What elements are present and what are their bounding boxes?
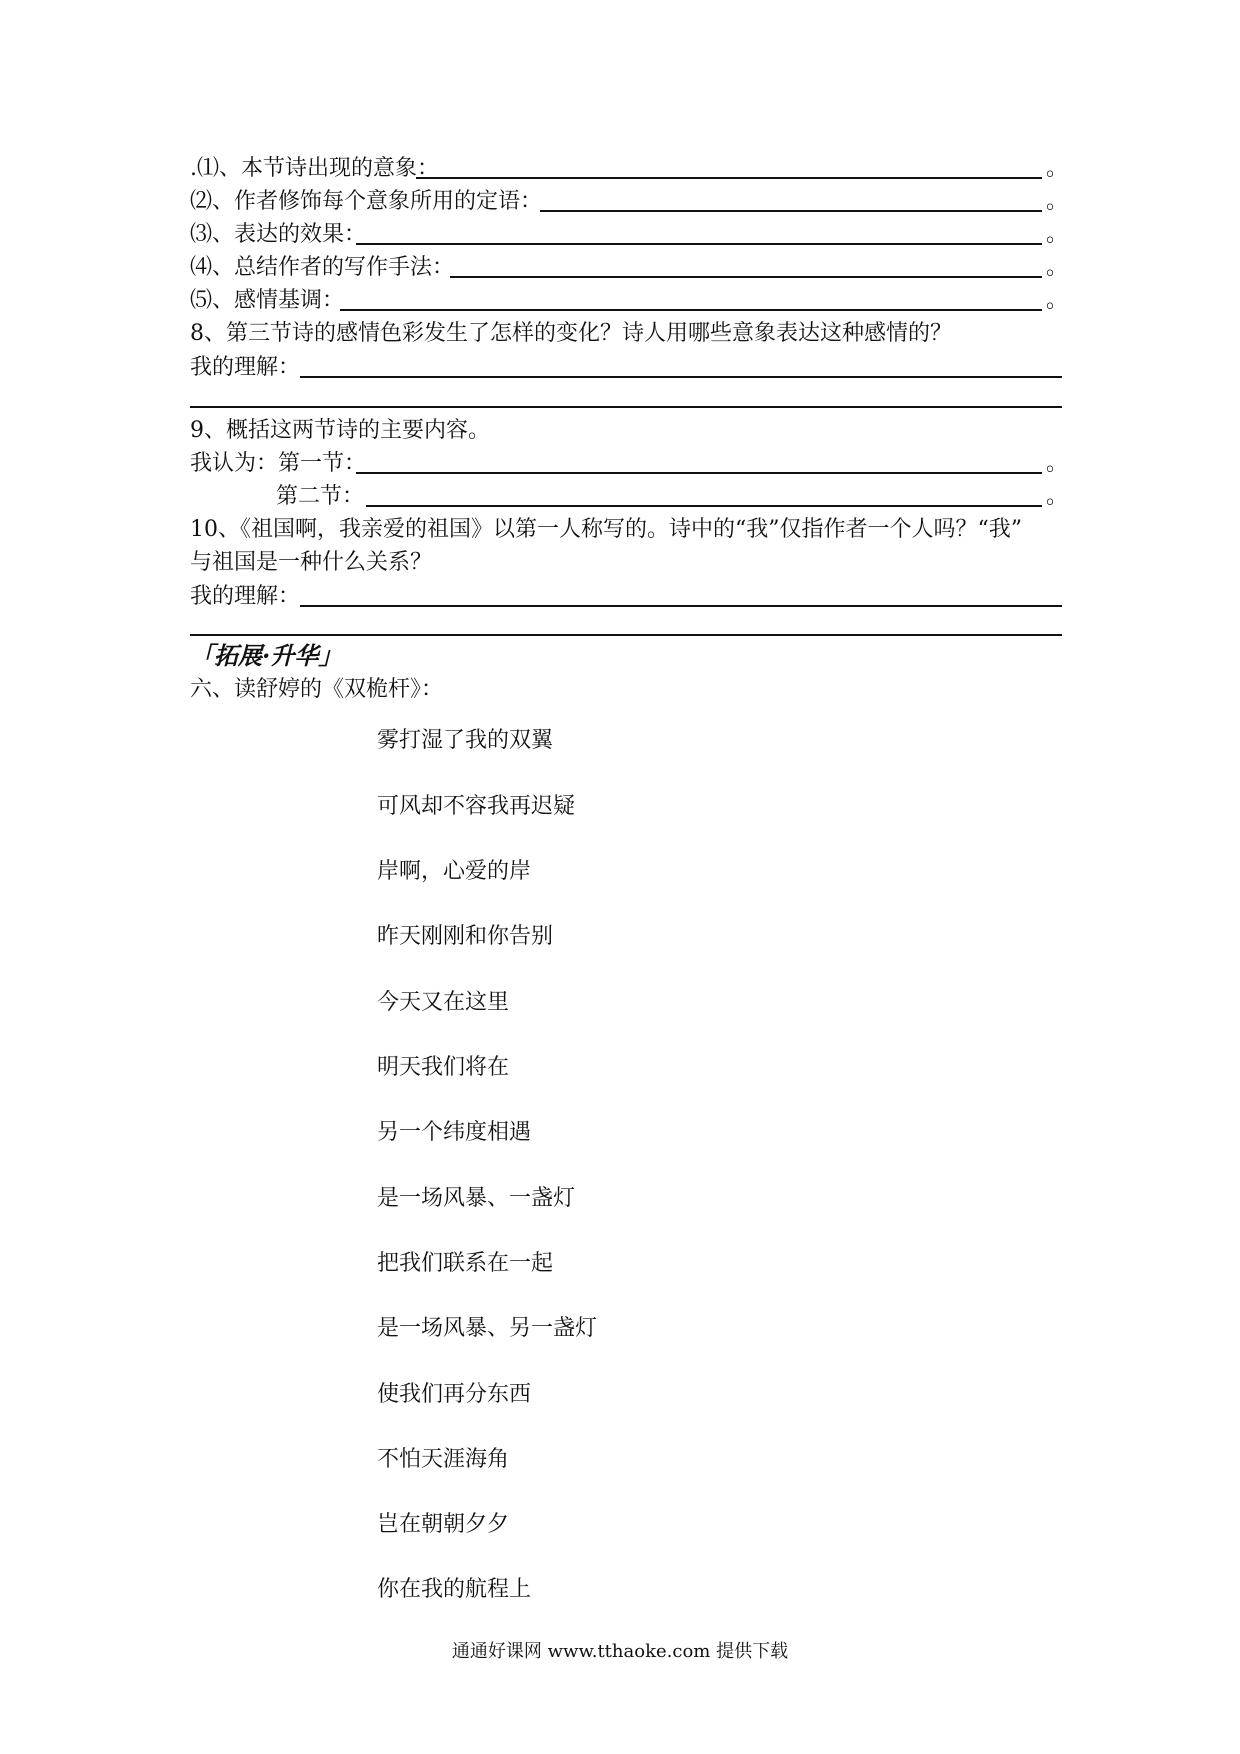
q7-item-5-period: 。: [1046, 288, 1069, 313]
q7-item-1-label: .⑴、本节诗出现的意象：: [190, 156, 439, 181]
q8-prompt: [190, 320, 1062, 350]
poem-line: 另一个纬度相遇: [377, 1120, 532, 1145]
poem-line: 昨天刚刚和你告别: [377, 924, 554, 949]
q7-item-1-period: 。: [1046, 156, 1069, 181]
poem-line: 使我们再分东西: [377, 1382, 532, 1407]
poem-line: 是一场风暴、另一盏灯: [377, 1316, 598, 1341]
q9-prompt: [190, 417, 1062, 447]
answer-line[interactable]: [300, 605, 1062, 607]
poem-line: 雾打湿了我的双翼: [377, 728, 554, 753]
q10-prompt-line-2-text: 与祖国是一种什么关系？: [190, 550, 433, 575]
answer-line[interactable]: [366, 505, 1042, 507]
answer-line[interactable]: [340, 309, 1042, 311]
q9-prompt-text: 9、概括这两节诗的主要内容。: [190, 418, 490, 443]
answer-line[interactable]: [356, 472, 1042, 474]
section-heading: 「拓展·升华」: [190, 641, 343, 670]
q10-answer-label: 我的理解：: [190, 584, 301, 609]
answer-line[interactable]: [300, 376, 1062, 378]
poem-line: 你在我的航程上: [377, 1577, 532, 1602]
q7-item-2-period: 。: [1046, 189, 1069, 214]
q8-answer-label: 我的理解：: [190, 355, 301, 380]
q8-answer: [190, 354, 1062, 384]
answer-line[interactable]: [540, 210, 1042, 212]
q7-item-3-period: 。: [1046, 222, 1069, 247]
page-footer: 通通好课网 www.tthaoke.com 提供下载: [451, 1641, 789, 1662]
q8-prompt-text: 8、第三节诗的感情色彩发生了怎样的变化？诗人用哪些意象表达这种感情的？: [190, 321, 952, 346]
q10-prompt-line-1: [190, 516, 1062, 546]
q9-section-1: [190, 450, 1069, 480]
poem-line: 今天又在这里: [377, 990, 510, 1015]
answer-line[interactable]: [416, 177, 1042, 179]
poem-line: 岸啊，心爱的岸: [377, 859, 532, 884]
poem-line: 可风却不容我再迟疑: [377, 794, 576, 819]
q9-section-2-label: 第二节：: [276, 484, 365, 509]
poem-line: 不怕天涯海角: [377, 1447, 510, 1472]
poem-line: 岂在朝朝夕夕: [377, 1512, 510, 1537]
q7-item-3: [190, 221, 1069, 251]
poem-line: 明天我们将在: [377, 1055, 510, 1080]
poem-intro: [190, 676, 1062, 706]
q7-item-5: [190, 287, 1069, 317]
q10-answer: [190, 583, 1062, 613]
poem-intro-text: 六、读舒婷的《双桅杆》：: [190, 677, 444, 702]
q10-prompt-line-2: [190, 549, 1062, 579]
answer-line[interactable]: [190, 634, 1062, 636]
q9-section-1-label: 我认为：第一节：: [190, 451, 367, 476]
q7-item-3-label: ⑶、表达的效果：: [190, 222, 367, 247]
q7-item-4: [190, 254, 1069, 284]
q9-section-2: [190, 483, 1069, 513]
q10-prompt-line-1-text: 10、《祖国啊，我亲爱的祖国》以第一人称写的。诗中的“我”仅指作者一个人吗？“我”: [190, 517, 1022, 542]
answer-line[interactable]: [190, 406, 1062, 408]
poem-line: 把我们联系在一起: [377, 1251, 554, 1276]
q9-section-1-period: 。: [1046, 451, 1069, 476]
answer-line[interactable]: [356, 243, 1042, 245]
q7-item-2: [190, 188, 1069, 218]
answer-line[interactable]: [450, 276, 1042, 278]
q7-item-2-label: ⑵、作者修饰每个意象所用的定语：: [190, 189, 543, 214]
q7-item-5-label: ⑸、感情基调：: [190, 288, 345, 313]
q7-item-4-label: ⑷、总结作者的写作手法：: [190, 255, 455, 280]
poem-line: 是一场风暴、一盏灯: [377, 1186, 576, 1211]
q7-item-1: [190, 155, 1069, 185]
q7-item-4-period: 。: [1046, 255, 1069, 280]
q9-section-2-period: 。: [1046, 484, 1069, 509]
